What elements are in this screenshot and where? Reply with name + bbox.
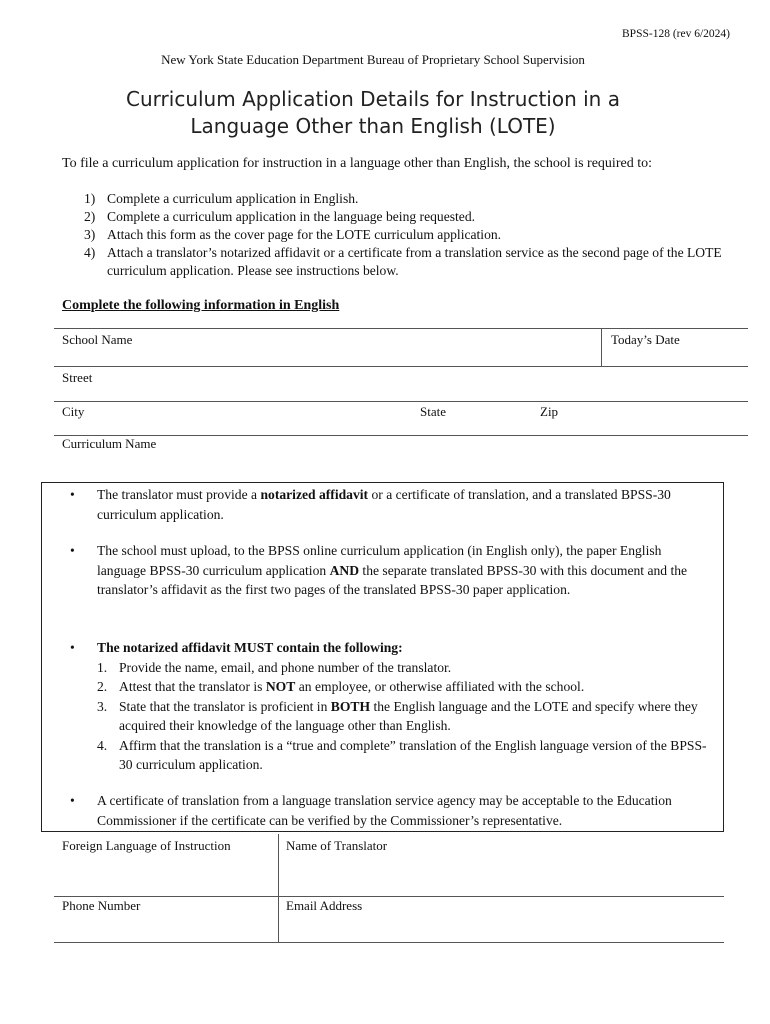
curriculum-name-field[interactable] [62,452,742,476]
translator-name-field[interactable] [286,856,721,894]
foreign-language-label: Foreign Language of Instruction [62,838,231,853]
title-line-2: Language Other than English (LOTE) [190,114,556,138]
foreign-language-field[interactable] [62,856,272,894]
email-field[interactable] [286,916,721,940]
divider [54,401,748,402]
intro-text: To file a curriculum application for instruction in a language other than English, the school is required to: [62,156,652,171]
city-label: City [62,404,85,419]
form-id: BPSS-128 (rev 6/2024) [622,28,730,40]
list-item: 3. State that the translator is proficient in BOTH the English language and the LOTE and specify where they acquired their knowledge of the language other than English. [97,698,698,733]
instructions-box [41,482,724,832]
list-item: 1) Complete a curriculum application in English. [84,191,359,206]
divider [54,942,724,943]
curriculum-name-label: Curriculum Name [62,436,157,451]
list-item: 3) Attach this form as the cover page for the LOTE curriculum application. [84,227,502,242]
city-field[interactable] [62,418,412,434]
zip-label: Zip [540,404,559,419]
list-item: 1. Provide the name, email, and phone number of the translator. [97,659,452,675]
todays-date-label: Today’s Date [611,332,680,347]
bullet-icon: • [70,487,75,502]
phone-label: Phone Number [62,898,141,913]
list-item: • The translator must provide a notarized affidavit or a certificate of translation, and a translated BPSS-30 curriculum application. [70,487,671,522]
school-name-field[interactable] [62,346,592,364]
divider [54,435,748,436]
translator-name-label: Name of Translator [286,838,388,853]
divider [54,896,724,897]
department-name: New York State Education Department Bureau of Proprietary School Supervision [161,52,585,67]
affidavit-heading: The notarized affidavit MUST contain the following: [97,640,403,655]
title-line-1: Curriculum Application Details for Instruction in a [126,87,620,111]
affidavit-requirements [97,658,710,775]
list-item: 4. Affirm that the translation is a “true and complete” translation of the English language version of the BPSS-30 curriculum application. [97,737,707,772]
list-item: • The school must upload, to the BPSS online curriculum application (in English only), the paper English language BPSS-30 curriculum application AND the separate translated BPSS-30 with this document and the translator’s affidavit as the first two pages of the translated BPSS-30 paper application. [70,543,688,597]
email-label: Email Address [286,898,363,913]
divider [54,328,748,329]
bullet-icon: • [70,543,75,558]
section-heading: Complete the following information in English [62,298,340,313]
list-item: 2) Complete a curriculum application in the language being requested. [84,209,476,224]
bullet-icon: • [70,640,75,655]
list-item: • A certificate of translation from a language translation service agency may be acceptable to the Education Commissioner if the certificate can be verified by the Commissioner’s representative. [70,793,672,828]
zip-field[interactable] [540,418,740,434]
divider [54,366,748,367]
list-item: 4) Attach a translator’s notarized affidavit or a certificate from a translation service as the second page of the LOTE curriculum application. Please see instructions below. [84,245,722,278]
divider [278,834,279,943]
school-name-label: School Name [62,332,133,347]
bullet-icon: • [70,793,75,808]
list-item [70,638,710,775]
page-title [0,86,746,140]
state-label: State [420,404,446,419]
todays-date-field[interactable] [611,346,741,364]
requirements-list [84,190,724,280]
street-field[interactable] [62,384,742,400]
street-label: Street [62,370,93,385]
phone-field[interactable] [62,916,272,940]
state-field[interactable] [420,418,530,434]
list-item: 2. Attest that the translator is NOT an employee, or otherwise affiliated with the school. [97,679,585,694]
divider [601,328,602,366]
